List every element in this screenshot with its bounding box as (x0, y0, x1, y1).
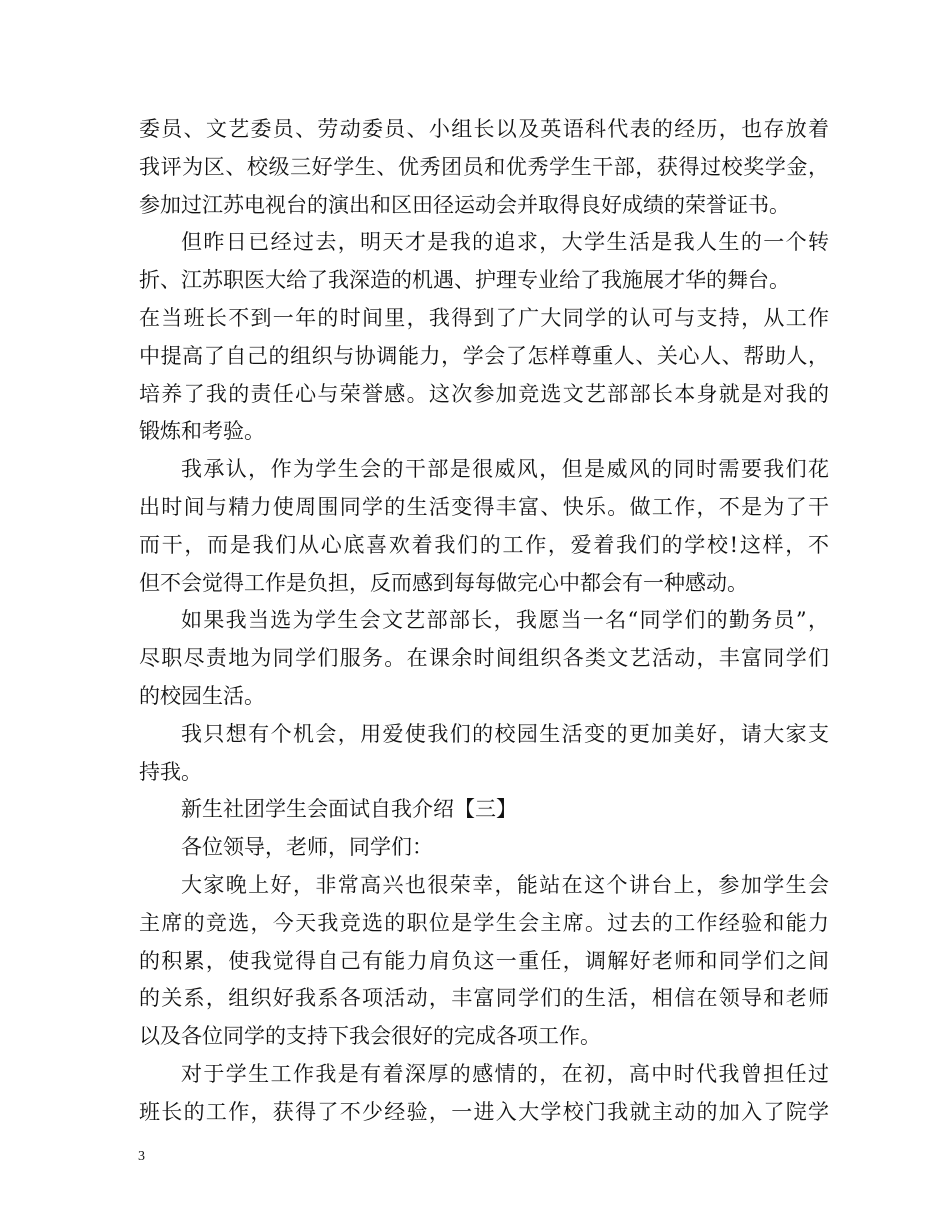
text-line: 我承认，作为学生会的干部是很威风，但是威风的同时需要我们花 (181, 457, 829, 482)
body-text (139, 111, 829, 1132)
text-line: 锻炼和考验。 (139, 419, 265, 444)
text-line: 出时间与精力使周围同学的生活变得丰富、快乐。做工作，不是为了干 (139, 494, 829, 519)
text-line: 但昨日已经过去，明天才是我的追求，大学生活是我人生的一个转 (181, 230, 829, 255)
text-line: 大家晚上好，非常高兴也很荣幸，能站在这个讲台上，参加学生会 (181, 872, 829, 897)
text-line: 但不会觉得工作是负担，反而感到每每做完心中都会有一种感动。 (139, 570, 748, 595)
text-line: 培养了我的责任心与荣誉感。这次参加竞选文艺部部长本身就是对我的 (139, 381, 829, 406)
text-line: 而干，而是我们从心底喜欢着我们的工作，爱着我们的学校!这样，不 (139, 532, 829, 557)
text-line: 的积累，使我觉得自己有能力肩负这一重任，调解好老师和同学们之间 (139, 948, 829, 973)
text-line: 以及各位同学的支持下我会很好的完成各项工作。 (139, 1024, 601, 1049)
text-line: 的关系，组织好我系各项活动，丰富同学们的生活，相信在领导和老师 (139, 986, 829, 1011)
text-line: 我只想有个机会，用爱使我们的校园生活变的更加美好，请大家支 (181, 721, 829, 746)
text-line: 如果我当选为学生会文艺部部长，我愿当一名“同学们的勤务员”， (181, 608, 829, 633)
text-line: 各位领导，老师，同学们： (181, 835, 433, 860)
text-line: 对于学生工作我是有着深厚的感情的，在初，高中时代我曾担任过 (181, 1061, 829, 1086)
page-number: 3 (138, 1149, 145, 1164)
text-line: 参加过江苏电视台的演出和区田径运动会并取得良好成绩的荣誉证书。 (139, 192, 790, 217)
text-line: 折、江苏职医大给了我深造的机遇、护理专业给了我施展才华的舞台。 (139, 268, 790, 293)
text-line: 新生社团学生会面试自我介绍【三】 (181, 797, 517, 822)
text-line: 班长的工作，获得了不少经验，一进入大学校门我就主动的加入了院学 (139, 1099, 829, 1124)
text-line: 中提高了自己的组织与协调能力，学会了怎样尊重人、关心人、帮助人， (139, 343, 829, 368)
text-line: 主席的竞选，今天我竞选的职位是学生会主席。过去的工作经验和能力 (139, 910, 829, 935)
text-line: 持我。 (139, 759, 202, 784)
text-line: 的校园生活。 (139, 683, 265, 708)
text-line: 尽职尽责地为同学们服务。在课余时间组织各类文艺活动，丰富同学们 (139, 646, 829, 671)
text-line: 委员、文艺委员、劳动委员、小组长以及英语科代表的经历，也存放着 (139, 117, 829, 141)
text-line: 在当班长不到一年的时间里，我得到了广大同学的认可与支持，从工作 (139, 305, 829, 330)
text-line: 我评为区、校级三好学生、优秀团员和优秀学生干部，获得过校奖学金， (139, 154, 829, 179)
